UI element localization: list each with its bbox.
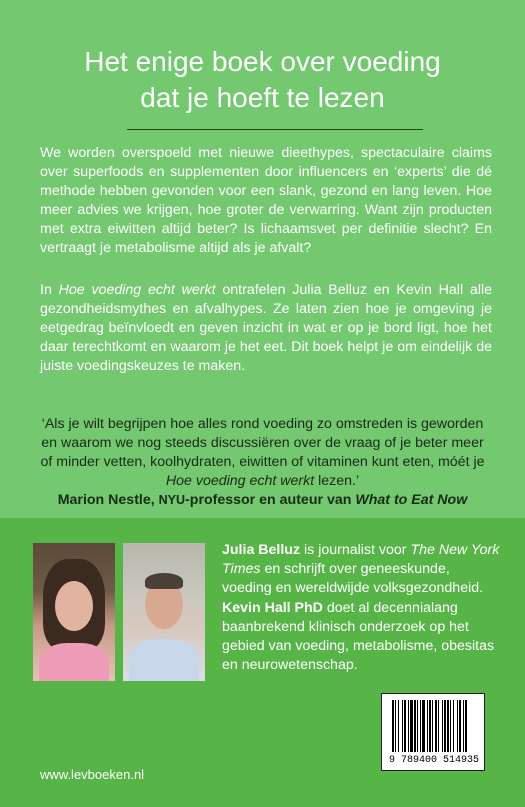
quote-text-after: lezen.’ (314, 473, 360, 489)
intro-paragraph-2 (40, 281, 492, 376)
author-photo-kevin-hall (123, 543, 205, 681)
quote-author-book: What to Eat Now (355, 492, 468, 508)
divider-line (127, 129, 423, 130)
quote-attribution (58, 492, 468, 508)
author-photo-julia-belluz (33, 543, 115, 681)
photo-clothing (129, 639, 199, 681)
bio-text-2: doet al decennialang baanbrekend klinisch onderzoek op het gebied van voeding, metabolisme, obesitas en neurowetenschap. (222, 599, 495, 674)
quote-author-role: -professor en auteur van (185, 492, 356, 508)
bio-name-2: Kevin Hall PhD (222, 599, 323, 616)
isbn-barcode (381, 693, 485, 771)
bio-text-1a: is journalist voor (300, 542, 411, 558)
cover-headline-line-2: dat je hoeft te lezen (140, 82, 385, 113)
intro-p2-prefix: In (40, 282, 59, 298)
intro-paragraph-1: We worden overspoeld met nieuwe dieethypes, spectaculaire claims over superfoods en supplementen door influencers en ‘experts’ die dé methode hebben gevonden voor een slank, gezond en lang leven. Hoe meer advies we krijgen, hoe groter de verwarring. Want zijn producten met extra eiwitten altijd beter? Is lichaamsvet per definitie slecht? En vertraagt je metabolisme altijd als je afvalt? (40, 145, 492, 256)
quote-text-before: ‘Als je wilt begrijpen hoe alles rond voeding zo omstreden is geworden en waarom we nog steeds discussiëren over de vraag of je beter meer of minder vetten, koolhydraten, eiwitten of vitaminen kunt eten, móét je (40, 416, 485, 470)
bio-text-1b: en schrijft over geneeskunde, voeding en wereldwijde volksgezondheid. (222, 561, 484, 597)
photo-hair (145, 573, 183, 589)
bio-name-1: Julia Belluz (222, 542, 301, 558)
photo-clothing (39, 643, 109, 681)
intro-p2-rest: ontrafelen Julia Belluz en Kevin Hall alle gezondheidsmythes en afvalhypes. Ze laten zien hoe je omgeving je eetgedrag beïnvloedt en geven inzicht in wat er op je bord ligt, hoe het daar terechtkomt en waarom je het eet. Dit boek helpt je om eindelijk de juiste voedingskeuzes te maken. (40, 282, 493, 374)
photo-face (55, 581, 93, 631)
isbn-number: 9 789400 514935 (388, 755, 479, 766)
quote-book-title: Hoe voeding echt werkt (165, 473, 315, 489)
barcode-bars (392, 700, 476, 752)
barcode-bar (467, 700, 468, 752)
cover-headline-line-1: Het enige boek over voeding (84, 46, 441, 77)
bio-newspaper: The New York Times (222, 542, 500, 578)
quote-author: Marion Nestle, (57, 492, 159, 508)
intro-book-title: Hoe voeding echt werkt (58, 282, 216, 298)
publisher-url: www.levboeken.nl (40, 767, 145, 782)
endorsement-quote (36, 415, 489, 510)
author-bios (222, 541, 502, 675)
quote-author-org: NYU (158, 493, 186, 507)
